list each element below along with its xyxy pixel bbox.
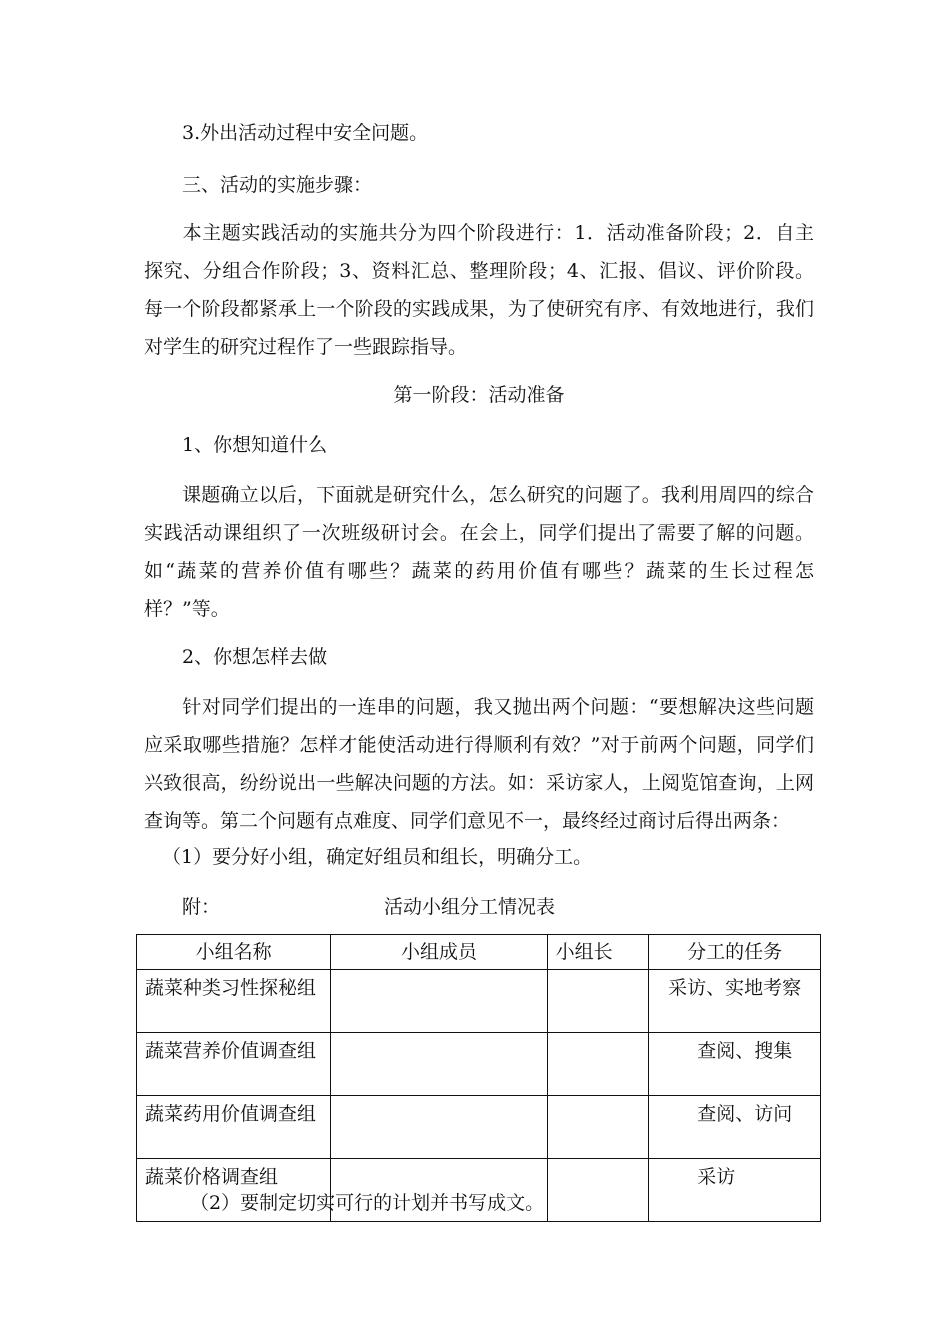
cell-members bbox=[331, 970, 547, 1033]
cell-leader bbox=[547, 1096, 649, 1159]
cell-task: 查阅、搜集 bbox=[649, 1033, 821, 1096]
paragraph-1: 课题确立以后，下面就是研究什么，怎么研究的问题了。我利用周四的综合实践活动课组织了一次班级研讨会。在会上，同学们提出了需要了解的问题。如“蔬菜的营养价值有哪些？蔬菜的药用价值有哪些？蔬菜的生长过程怎样？”等。 bbox=[144, 484, 814, 620]
cell-leader bbox=[547, 970, 649, 1033]
attachment-label: 附： bbox=[182, 896, 221, 918]
table-title: 活动小组分工情况表 bbox=[384, 896, 556, 918]
cell-members bbox=[331, 1096, 547, 1159]
cell-group: 蔬菜药用价值调查组 bbox=[137, 1096, 331, 1159]
cell-task: 查阅、访问 bbox=[649, 1096, 821, 1159]
cell-leader bbox=[547, 1033, 649, 1096]
point-2: （2）要制定切实可行的计划并书写成文。 bbox=[190, 1192, 545, 1214]
cell-group: 蔬菜价格调查组 bbox=[137, 1159, 331, 1222]
group-table bbox=[136, 934, 821, 1222]
question-2: 2、你想怎样去做 bbox=[182, 646, 328, 668]
cell-members bbox=[331, 1033, 547, 1096]
cell-task: 采访 bbox=[649, 1159, 821, 1222]
table-row bbox=[137, 1096, 821, 1159]
cell-group: 蔬菜种类习性探秘组 bbox=[137, 970, 331, 1033]
paragraph-2: 针对同学们提出的一连串的问题，我又抛出两个问题：“要想解决这些问题应采取哪些措施？怎样才能使活动进行得顺利有效？”对于前两个问题，同学们兴致很高，纷纷说出一些解决问题的方法。如：采访家人，上阅览馆查询，上网查询等。第二个问题有点难度、同学们意见不一，最终经过商讨后得出两条： bbox=[144, 696, 814, 832]
intro-paragraph: 本主题实践活动的实施共分为四个阶段进行：1．活动准备阶段；2．自主探究、分组合作阶段；3、资料汇总、整理阶段；4、汇报、倡议、评价阶段。每一个阶段都紧承上一个阶段的实践成果，为了使研究有序、有效地进行，我们对学生的研究过程作了一些跟踪指导。 bbox=[144, 222, 814, 358]
header-members: 小组成员 bbox=[331, 935, 547, 970]
point-1: （1）要分好小组，确定好组员和组长，明确分工。 bbox=[162, 846, 593, 868]
table-header-row bbox=[137, 935, 821, 970]
cell-task: 采访、实地考察 bbox=[649, 970, 821, 1033]
item-3: 3.外出活动过程中安全问题。 bbox=[182, 122, 429, 144]
header-task: 分工的任务 bbox=[649, 935, 821, 970]
header-leader: 小组长 bbox=[547, 935, 649, 970]
stage-title: 第一阶段：活动准备 bbox=[393, 384, 565, 406]
header-group-name: 小组名称 bbox=[137, 935, 331, 970]
table-row bbox=[137, 970, 821, 1033]
cell-group: 蔬菜营养价值调查组 bbox=[137, 1033, 331, 1096]
question-1: 1、你想知道什么 bbox=[182, 434, 328, 456]
table-row bbox=[137, 1033, 821, 1096]
section-heading: 三、活动的实施步骤： bbox=[182, 174, 373, 196]
